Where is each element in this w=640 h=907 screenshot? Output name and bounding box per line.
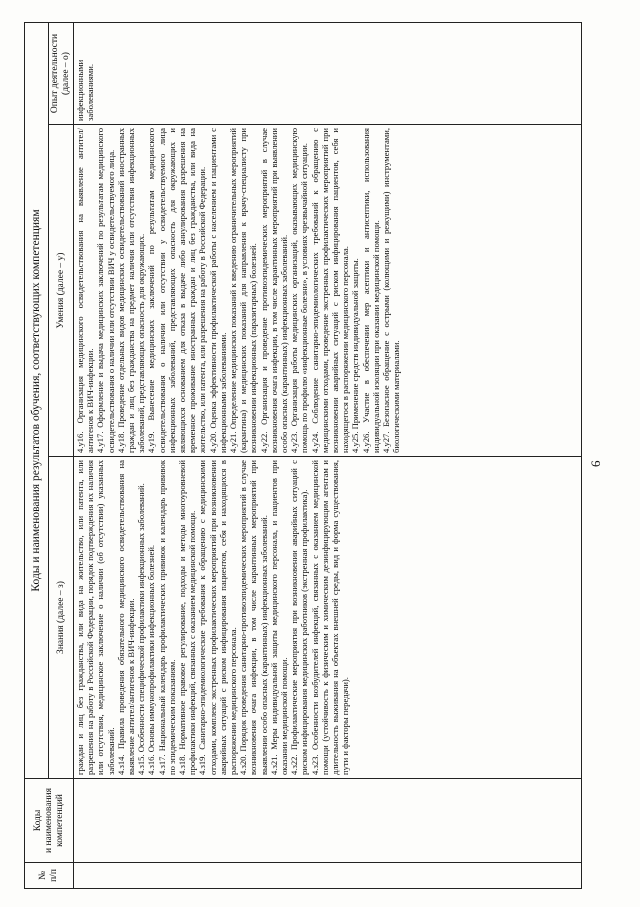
skill-item: 4.у26. Участие в обеспечении мер асептики и антисептики, использования индивидуальной изоляции при оказании медицинской помощи. [360,128,381,453]
knowledge-item: 4.з14. Правила проведения обязательного медицинского освидетельствования на выявление антител/антигенов к ВИЧ-инфекции. [115,460,137,775]
header-codes: Коды и наименования компетенций [25,779,74,863]
cell-no [74,863,582,889]
knowledge-item: 4.з22. Профилактические мероприятия при возникновении аварийных ситуаций с риском инфицирования медицинских работников (экстренная профилактика). [289,460,310,775]
knowledge-item: 4.з17. Национальный календарь профилактических прививок и календарь прививок по эпидемическим показаниям. [156,460,177,775]
header-experience: Опыт деятельности (далее – о) [49,22,74,124]
competency-table [24,22,582,889]
skill-item: 4.у24. Соблюдение санитарно-эпидемиологических требований к обращению с медицинскими отходами, проведение экстренных профилактических мероприятий при возникновении аварийных ситуаций с риском инфицирования пациентов, себя и находящегося в распоряжении медицинского персонала. [309,128,351,453]
knowledge-item: 4.з16. Основы иммунопрофилактики инфекционных болезней. [146,544,157,775]
skill-item: 4.у19. Вынесение медицинских заключений по результатам медицинского освидетельствования о наличии или отсутствии у освидетельствуемого лица инфекционных заболеваний, представляющих опасность для окружающих и являющихся основанием для отказа в выдаче либо аннулирования разрешения на временное проживание иностранных граждан и лиц без гражданства, или вида на жительство, или патента, или разрешения на работу в Российской Федерации. [146,128,208,453]
skill-item: 4.у21. Определение медицинских показаний к введению ограничительных мероприятий (карантина) и медицинских показаний для направления к врачу-специалисту при возникновении инфекционных (паразитарных) болезней. [228,128,259,453]
header-results: Коды и наименования результатов обучения, соответствующих компетенциям [25,22,49,778]
skill-item: 4.у25. Применение средств индивидуальной защиты. [350,258,361,453]
header-skills: Умения (далее – у) [49,125,74,457]
header-knowledge: Знания (далее – з) [49,457,74,779]
knowledge-item: 4.з15. Особенности специфической профилактики инфекционных заболеваний. [136,483,147,775]
cell-knowledge [74,457,582,779]
skill-item: 4.у23. Организация работы медицинских организаций, оказывающих медицинскую помощь по профилю «инфекционные болезни», в условиях чрезвычайной ситуации. [289,128,310,453]
knowledge-item: 4.з23. Особенности возбудителей инфекций, связанных с оказанием медицинской помощи (устойчивость к физическим и химическим дезинфицирующим агентам и длительность выживания на объектах внешней среды, вид и форма существования, пути и факторы передачи). [309,460,351,775]
knowledge-item: 4.з21. Меры индивидуальной защиты медицинского персонала, и пациентов при оказании медицинской помощи. [268,460,290,775]
skill-item: 4.у17. Оформление и выдача медицинских заключений по результатам медицинского освидетельствования о наличии или отсутствии ВИЧ у освидетельствуемого лица. [95,128,116,453]
page-number: 6 [588,460,603,467]
header-no: № п/п [25,863,74,889]
knowledge-item: 4.з18. Нормативное правовое регулирование, подходы и методы многоуровневой профилактики инфекций, связанных с оказанием медицинской помощи. [177,460,198,775]
knowledge-item: граждан и лиц без гражданства, или вида на жительство, или патента, или разрешения на работу в Российской Федерации, порядок подтверждения их наличия или отсутствия, медицинское заключение о наличии (об отсутствии) указанных заболеваний. [75,460,116,775]
knowledge-item: 4.з19. Санитарно-эпидемиологические требования к обращению с медицинскими отходами, комплекс экстренных профилактических мероприятий при возникновении аварийных ситуаций с риском инфицирования пациентов, себя и находящихся в распоряжении медицинского персонала. [197,460,239,775]
skill-item: 4.у27. Безопасное обращение с острыми (колющими и режущими) инструментами, биологическими материалами. [381,128,402,453]
knowledge-item: 4.з20. Порядок проведения санитарно-противоэпидемических мероприятий в случае возникновения очага инфекции, в том числе карантинных мероприятий при выявлении особо опасных (карантинных) инфекционных заболеваний. [238,460,269,775]
skill-item: 4.у20. Оценка эффективности профилактической работы с населением и пациентами с инфекционными заболеваниями. [207,128,228,453]
experience-item: инфекционными заболеваниями. [75,59,96,121]
cell-skills [74,125,582,457]
cell-codes [74,779,582,863]
cell-experience [74,22,582,124]
skill-item: 4.у18. Проведение отдельных видов медицинских освидетельствований иностранных граждан и лиц без гражданства на предмет наличия или отсутствия инфекционных заболеваний, представляющих опасность для окружающих. [115,128,147,453]
skill-item: 4.у22. Организация и проведение противоэпидемических мероприятий в случае возникновения очага инфекции, в том числе карантинных мероприятий при выявлении особо опасных (карантинных) инфекционных заболеваний. [258,128,290,453]
skill-item: 4.у16. Организация медицинского освидетельствования на выявление антител/антигенов к ВИЧ-инфекции. [75,128,96,453]
